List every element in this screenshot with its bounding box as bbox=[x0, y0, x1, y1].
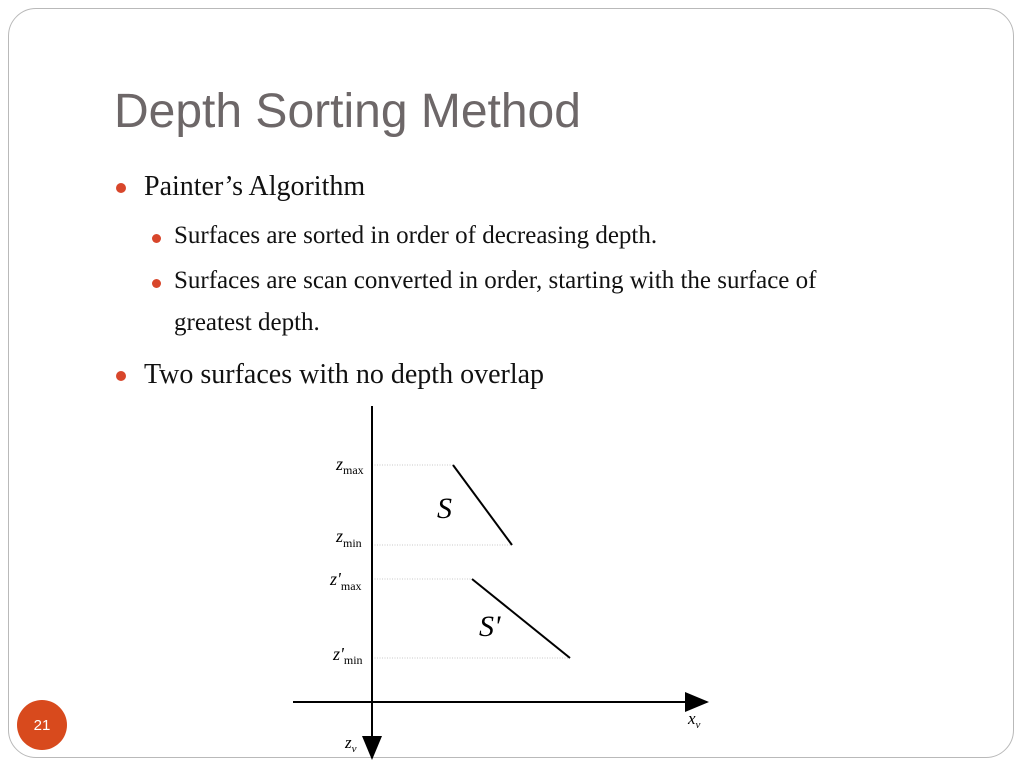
slide-number-badge: 21 bbox=[17, 700, 67, 750]
label-x-axis: $x_v$ bbox=[688, 709, 701, 731]
label-z-axis: $z_v$ bbox=[345, 733, 357, 755]
label-zp-max: $z'_{max}$ bbox=[330, 569, 362, 593]
bullet-no-depth-overlap: Two surfaces with no depth overlap bbox=[144, 359, 545, 390]
label-surface-s: S bbox=[437, 492, 452, 525]
bullet-painters-algorithm: Painter’s Algorithm bbox=[144, 171, 366, 202]
label-zp-min: $z'_{min}$ bbox=[333, 644, 363, 667]
label-z-min: $z_{min}$ bbox=[336, 526, 362, 550]
surface-s-line bbox=[453, 465, 512, 545]
label-z-max: $z_{max}$ bbox=[336, 454, 364, 477]
bullet-sorted-decreasing-depth: Surfaces are sorted in order of decreasing depth. bbox=[174, 222, 658, 249]
bullet-scan-converted-line2: greatest depth. bbox=[174, 309, 320, 336]
slide-title: Depth Sorting Method bbox=[114, 85, 581, 138]
label-surface-sp: S' bbox=[479, 610, 501, 643]
bullet-scan-converted-line1: Surfaces are scan converted in order, starting with the surface of bbox=[174, 267, 817, 294]
